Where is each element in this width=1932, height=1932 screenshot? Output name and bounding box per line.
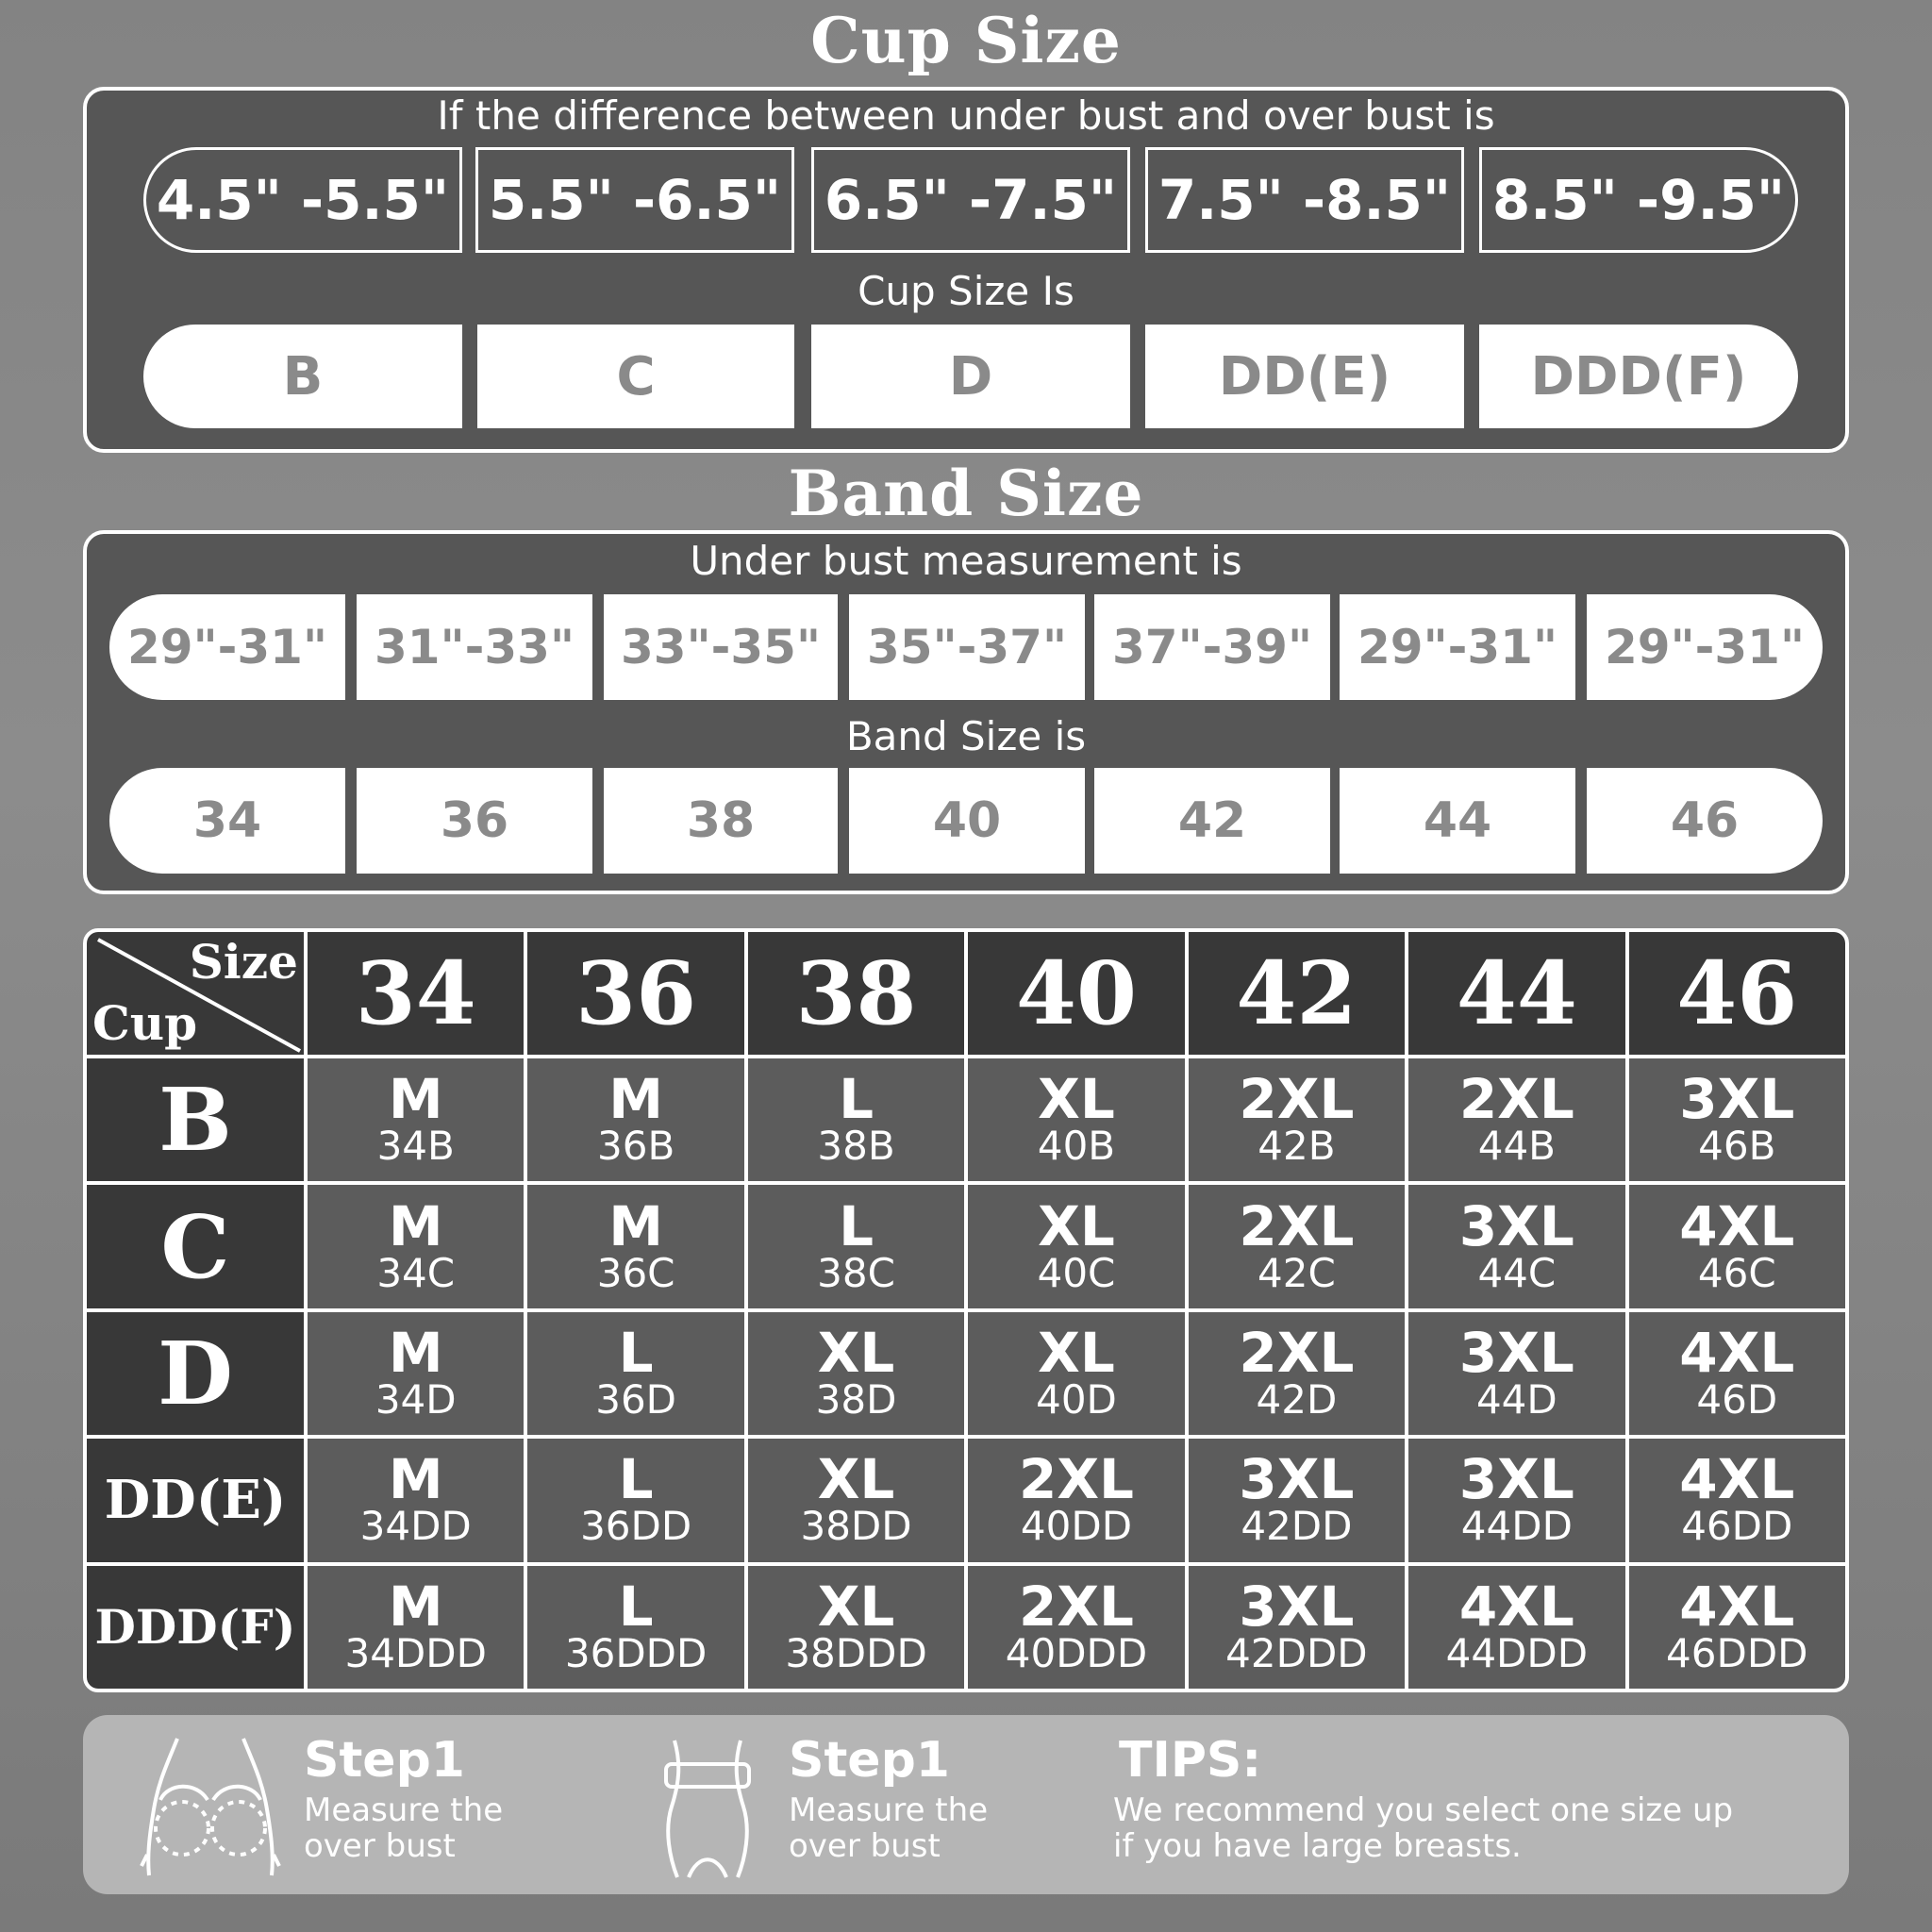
- bra-size-code: 34DD: [359, 1503, 472, 1550]
- table-cell: [1629, 1312, 1845, 1435]
- band-result-36: 36: [357, 768, 592, 874]
- table-cell: [1629, 1566, 1845, 1689]
- column-header-36: 36: [527, 932, 743, 1055]
- bra-size-code: 42DD: [1241, 1503, 1353, 1550]
- bra-size-code: 46DDD: [1666, 1629, 1808, 1676]
- column-header-40: 40: [968, 932, 1184, 1055]
- table-cell: [1189, 1439, 1405, 1561]
- table-cell: [1189, 1058, 1405, 1181]
- cup-range-5: 8.5" -9.5": [1479, 147, 1798, 253]
- table-cell: [527, 1566, 743, 1689]
- table-cell: [968, 1439, 1184, 1561]
- table-cell: [527, 1439, 743, 1561]
- letter-size: 2XL: [1239, 1067, 1355, 1132]
- row-header-dde: DD(E): [87, 1439, 304, 1561]
- bra-size-code: 46C: [1697, 1249, 1776, 1296]
- table-cell: [1408, 1439, 1624, 1561]
- letter-size: M: [388, 1447, 443, 1512]
- table-cell: [1629, 1185, 1845, 1307]
- bra-size-code: 40B: [1037, 1123, 1116, 1170]
- band-result-caption: Band Size is: [845, 713, 1087, 759]
- table-cell: [308, 1185, 524, 1307]
- table-cell: [748, 1439, 964, 1561]
- bra-size-code: 44C: [1477, 1249, 1557, 1296]
- cup-result-dd: DD(E): [1145, 325, 1464, 428]
- letter-size: M: [608, 1067, 663, 1132]
- band-range-5: 37"-39": [1094, 594, 1330, 700]
- cup-result-b: B: [143, 325, 462, 428]
- step2-desc-line2: over bust: [789, 1827, 941, 1865]
- cup-range-2: 5.5" -6.5": [475, 147, 794, 253]
- bra-size-code: 36DDD: [564, 1629, 708, 1676]
- band-result-44: 44: [1340, 768, 1575, 874]
- tips-line1: We recommend you select one size up: [1113, 1791, 1734, 1829]
- letter-size: XL: [1038, 1067, 1115, 1132]
- bra-size-code: 46DD: [1681, 1503, 1793, 1550]
- letter-size: 3XL: [1239, 1447, 1355, 1512]
- cup-range-1: 4.5" -5.5": [143, 147, 462, 253]
- letter-size: XL: [1038, 1193, 1115, 1258]
- letter-size: M: [388, 1320, 443, 1385]
- table-cell: [968, 1566, 1184, 1689]
- bra-size-code: 44D: [1475, 1375, 1557, 1423]
- band-range-1: 29"-31": [109, 594, 345, 700]
- band-result-42: 42: [1094, 768, 1330, 874]
- table-cell: [748, 1566, 964, 1689]
- bra-size-code: 34DDD: [344, 1629, 487, 1676]
- table-cell: [748, 1185, 964, 1307]
- band-range-6: 29"-31": [1340, 594, 1575, 700]
- row-header-c: C: [87, 1185, 304, 1307]
- table-cell: [1189, 1185, 1405, 1307]
- letter-size: 2XL: [1458, 1067, 1574, 1132]
- letter-size: 4XL: [1679, 1320, 1795, 1385]
- letter-size: 4XL: [1679, 1447, 1795, 1512]
- letter-size: XL: [817, 1574, 895, 1639]
- tips-title: TIPS:: [1119, 1732, 1262, 1789]
- table-cell: [308, 1439, 524, 1561]
- band-range-2: 31"-33": [357, 594, 592, 700]
- cup-size-title: Cup Size: [810, 4, 1122, 77]
- band-measurement-caption: Under bust measurement is: [690, 538, 1242, 584]
- bra-size-code: 42D: [1256, 1375, 1338, 1423]
- bra-size-code: 38B: [817, 1123, 895, 1170]
- band-size-title: Band Size: [788, 457, 1144, 530]
- column-header-38: 38: [748, 932, 964, 1055]
- column-header-34: 34: [308, 932, 524, 1055]
- table-cell: [1189, 1312, 1405, 1435]
- bra-size-code: 44B: [1477, 1123, 1556, 1170]
- column-header-42: 42: [1189, 932, 1405, 1055]
- table-cell: [1408, 1185, 1624, 1307]
- bra-size-code: 46B: [1698, 1123, 1776, 1170]
- table-cell: [527, 1185, 743, 1307]
- bra-size-code: 38D: [815, 1375, 897, 1423]
- cup-result-ddd: DDD(F): [1479, 325, 1798, 428]
- corner-cup-label: Cup: [92, 995, 198, 1051]
- letter-size: XL: [1038, 1320, 1115, 1385]
- letter-size: 2XL: [1018, 1447, 1135, 1512]
- band-result-34: 34: [109, 768, 345, 874]
- tips-line2: if you have large breasts.: [1113, 1827, 1522, 1865]
- table-cell: [1629, 1439, 1845, 1561]
- table-cell: [527, 1312, 743, 1435]
- letter-size: M: [608, 1193, 663, 1258]
- letter-size: 4XL: [1679, 1574, 1795, 1639]
- letter-size: 3XL: [1458, 1320, 1574, 1385]
- letter-size: L: [618, 1574, 654, 1639]
- letter-size: L: [839, 1067, 874, 1132]
- table-cell: [1629, 1058, 1845, 1181]
- letter-size: XL: [817, 1447, 895, 1512]
- row-header-dddf: DDD(F): [87, 1566, 304, 1689]
- cup-result-c: C: [477, 325, 794, 428]
- bra-size-code: 42DDD: [1225, 1629, 1368, 1676]
- band-result-40: 40: [849, 768, 1085, 874]
- letter-size: 2XL: [1239, 1193, 1355, 1258]
- bra-size-code: 46D: [1696, 1375, 1778, 1423]
- band-range-7: 29"-31": [1587, 594, 1823, 700]
- band-range-4: 35"-37": [849, 594, 1085, 700]
- column-header-44: 44: [1408, 932, 1624, 1055]
- band-range-3: 33"-35": [604, 594, 838, 700]
- bra-size-code: 40D: [1036, 1375, 1117, 1423]
- waist-measure-icon: [660, 1736, 755, 1882]
- row-header-b: B: [87, 1058, 304, 1181]
- letter-size: L: [839, 1193, 874, 1258]
- band-result-38: 38: [604, 768, 838, 874]
- corner-size-label: Size: [189, 934, 298, 990]
- cup-range-4: 7.5" -8.5": [1145, 147, 1464, 253]
- letter-size: 3XL: [1458, 1193, 1574, 1258]
- row-header-d: D: [87, 1312, 304, 1435]
- table-cell: [968, 1185, 1184, 1307]
- size-chart-table: [83, 928, 1849, 1692]
- letter-size: L: [618, 1447, 654, 1512]
- table-cell: [1189, 1566, 1405, 1689]
- letter-size: 3XL: [1239, 1574, 1355, 1639]
- cup-result-caption: Cup Size Is: [858, 268, 1074, 314]
- letter-size: L: [618, 1320, 654, 1385]
- letter-size: XL: [817, 1320, 895, 1385]
- bra-size-code: 36D: [595, 1375, 677, 1423]
- step1-desc-line2: over bust: [304, 1827, 456, 1865]
- bra-size-code: 44DD: [1460, 1503, 1573, 1550]
- letter-size: M: [388, 1574, 443, 1639]
- letter-size: M: [388, 1067, 443, 1132]
- table-cell: [1408, 1058, 1624, 1181]
- letter-size: 2XL: [1018, 1574, 1135, 1639]
- band-result-46: 46: [1587, 768, 1823, 874]
- tips-bar: [83, 1715, 1849, 1894]
- column-header-46: 46: [1629, 932, 1845, 1055]
- bra-size-code: 38DD: [800, 1503, 912, 1550]
- letter-size: 2XL: [1239, 1320, 1355, 1385]
- table-cell: [308, 1566, 524, 1689]
- letter-size: M: [388, 1193, 443, 1258]
- bra-size-code: 38DDD: [785, 1629, 927, 1676]
- table-cell: [748, 1312, 964, 1435]
- cup-range-3: 6.5" -7.5": [811, 147, 1130, 253]
- letter-size: 3XL: [1679, 1067, 1795, 1132]
- bra-size-code: 40DD: [1020, 1503, 1133, 1550]
- bra-size-code: 36DD: [580, 1503, 692, 1550]
- table-cell: [1408, 1312, 1624, 1435]
- bra-size-code: 40C: [1037, 1249, 1116, 1296]
- bra-size-code: 36B: [597, 1123, 675, 1170]
- table-cell: [1408, 1566, 1624, 1689]
- bra-size-code: 38C: [817, 1249, 895, 1296]
- cup-result-d: D: [811, 325, 1130, 428]
- table-cell: [527, 1058, 743, 1181]
- bra-size-code: 36C: [596, 1249, 675, 1296]
- table-cell: [748, 1058, 964, 1181]
- step2-desc-line1: Measure the: [789, 1791, 989, 1829]
- letter-size: 3XL: [1458, 1447, 1574, 1512]
- table-cell: [968, 1058, 1184, 1181]
- step2-title: Step1: [789, 1732, 950, 1789]
- cup-difference-caption: If the difference between under bust and over bust is: [437, 92, 1495, 139]
- table-corner: [87, 932, 304, 1055]
- bra-size-code: 42C: [1257, 1249, 1336, 1296]
- letter-size: 4XL: [1458, 1574, 1574, 1639]
- bra-size-code: 44DDD: [1445, 1629, 1589, 1676]
- table-cell: [308, 1312, 524, 1435]
- step1-title: Step1: [304, 1732, 465, 1789]
- bust-measure-icon: [140, 1734, 281, 1880]
- step1-desc-line1: Measure the: [304, 1791, 504, 1829]
- bra-size-code: 40DDD: [1005, 1629, 1148, 1676]
- bra-size-code: 42B: [1257, 1123, 1336, 1170]
- bra-size-code: 34C: [376, 1249, 456, 1296]
- letter-size: 4XL: [1679, 1193, 1795, 1258]
- bra-size-code: 34D: [375, 1375, 457, 1423]
- table-cell: [308, 1058, 524, 1181]
- bra-size-code: 34B: [376, 1123, 455, 1170]
- table-cell: [968, 1312, 1184, 1435]
